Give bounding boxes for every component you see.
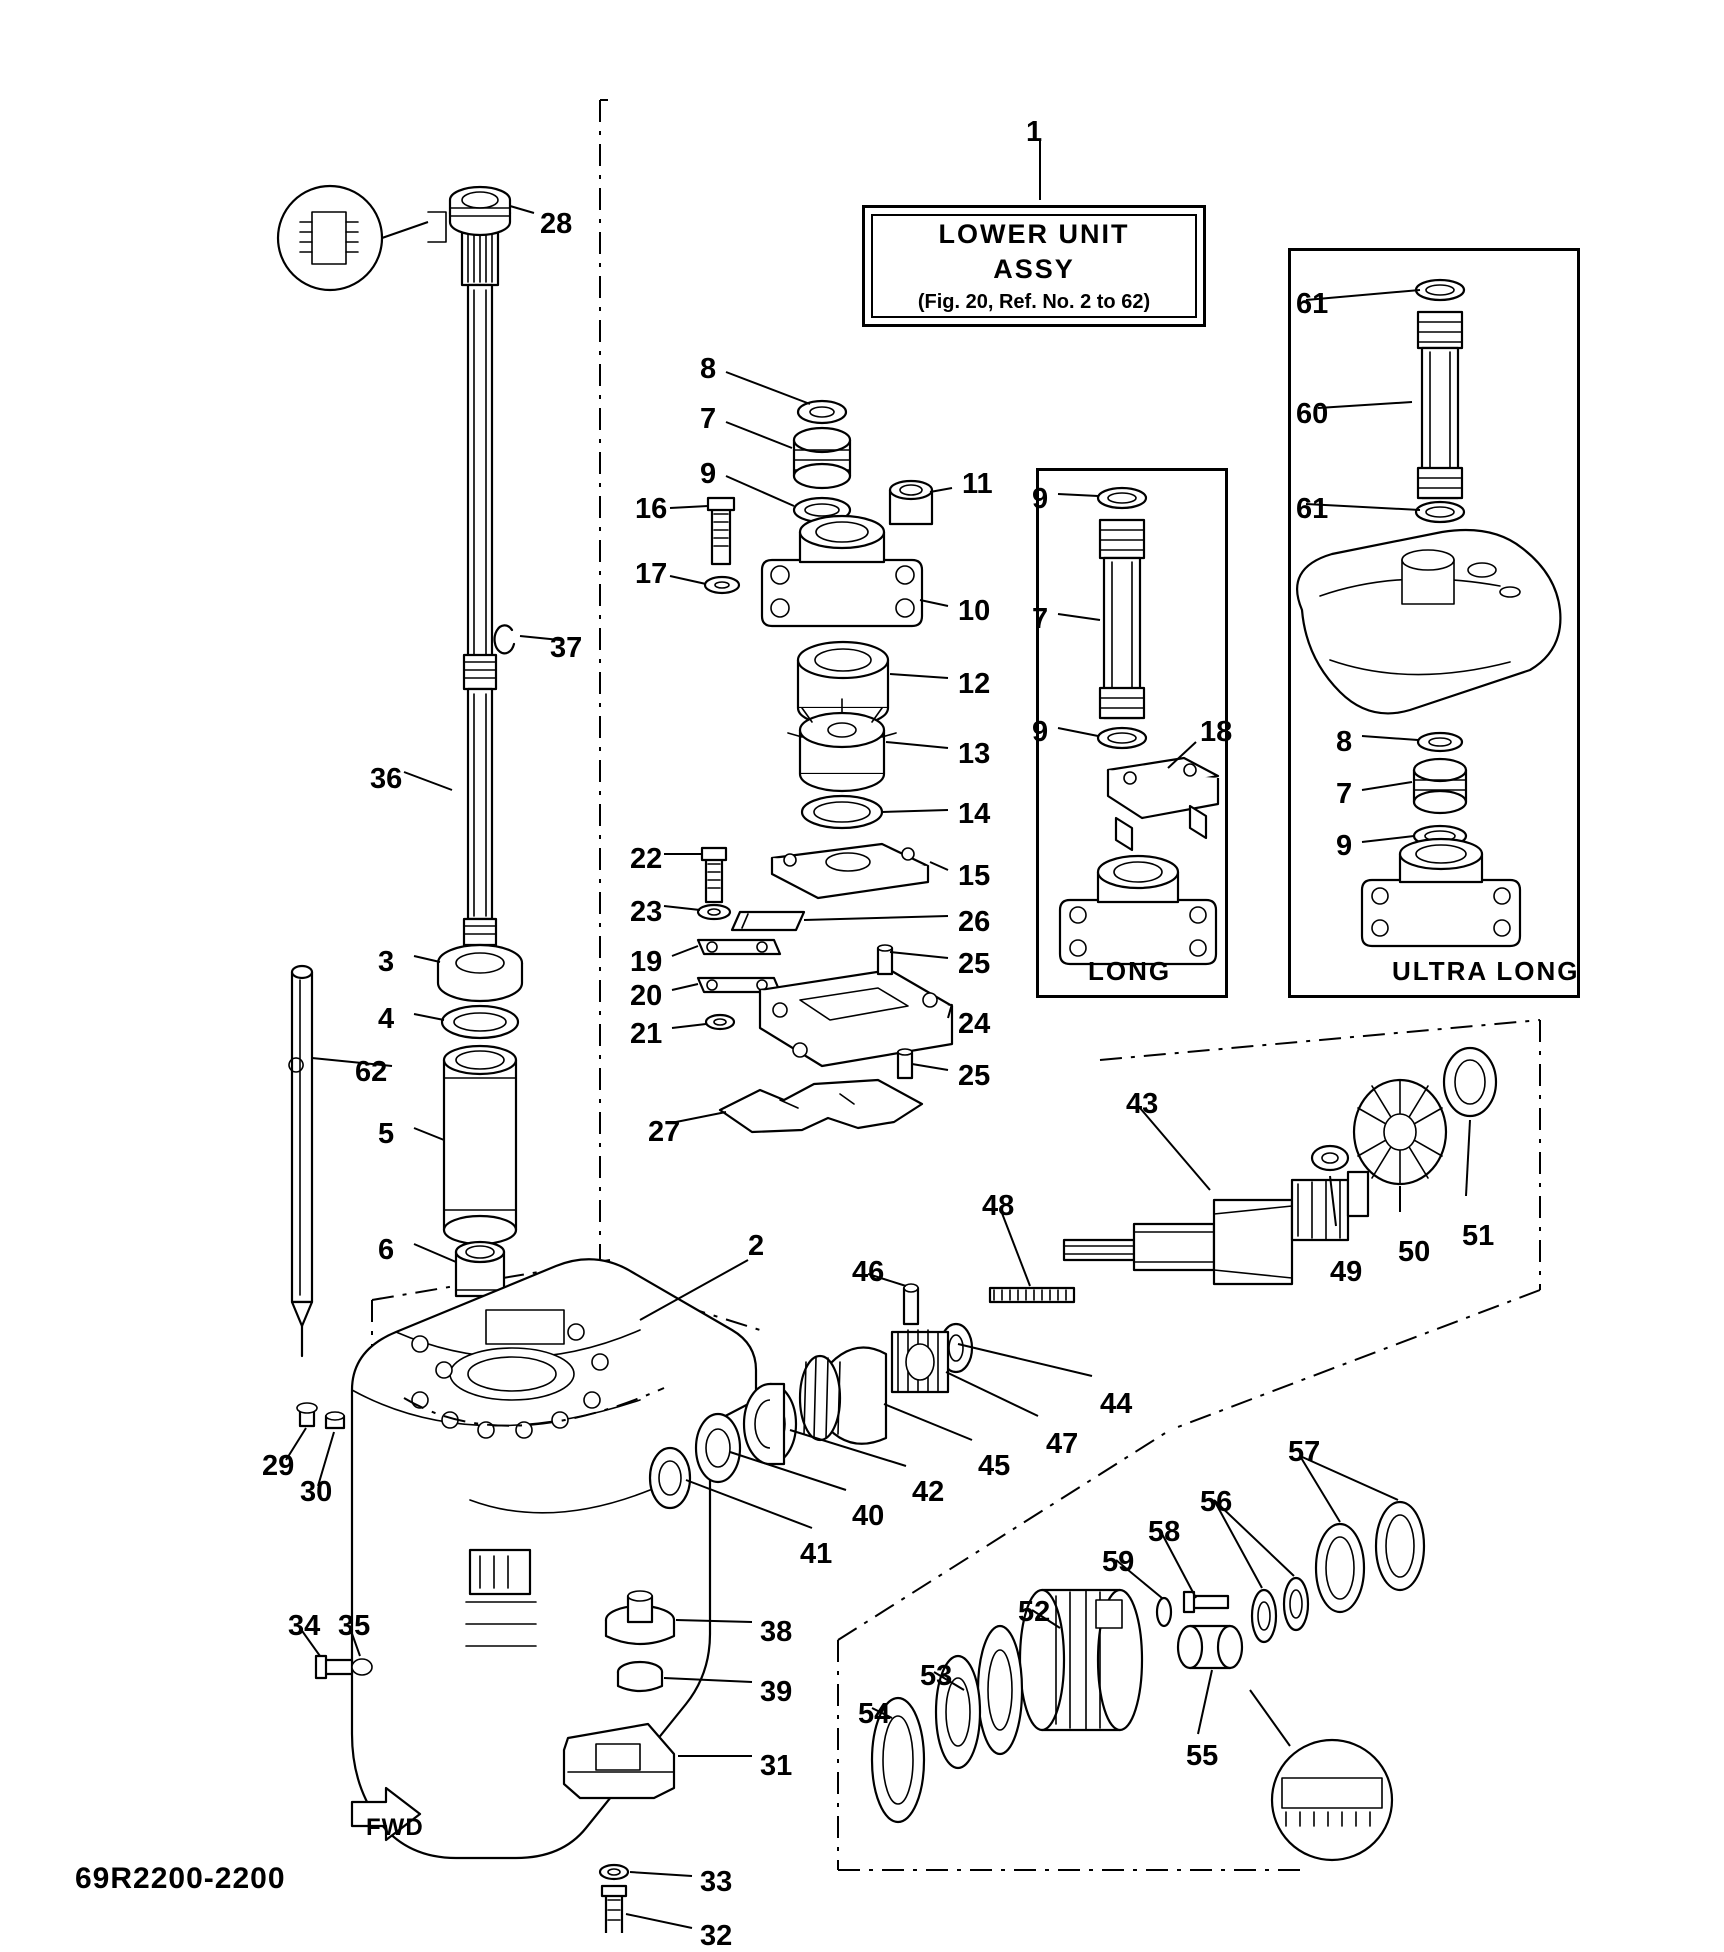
callout-number-35: 35 [338,1610,371,1642]
callout-number-56: 56 [1200,1486,1233,1518]
callout-number-62: 62 [355,1056,388,1088]
long-variant-caption: LONG [1088,956,1172,986]
callout-number-26: 26 [958,906,991,938]
callout-number-15: 15 [958,860,991,892]
callout-number-45: 45 [978,1450,1011,1482]
callout-number-38: 38 [760,1616,793,1648]
title-line-2: ASSY [993,253,1075,284]
callout-number-40: 40 [852,1500,885,1532]
callout-number-34: 34 [288,1610,321,1642]
callout-number-21: 21 [630,1018,663,1050]
callout-number-55: 55 [1186,1740,1219,1772]
callout-number-54: 54 [858,1698,891,1730]
callout-number-49: 49 [1330,1256,1363,1288]
callout-number-44: 44 [1100,1388,1133,1420]
callout-number-4: 4 [378,1003,395,1035]
callout-number-14: 14 [958,798,991,830]
callout-number-23: 23 [630,896,663,928]
callout-number-52: 52 [1018,1596,1051,1628]
water-pump-group [698,401,952,1132]
callout-number-12: 12 [958,668,991,700]
ultra-long-variant-panel [1288,248,1580,998]
callout-number-47: 47 [1046,1428,1079,1460]
callout-number-9: 9 [700,458,717,490]
callout-number-10: 10 [958,595,991,627]
title-line-1: LOWER UNIT [938,218,1130,249]
callout-number-42: 42 [912,1476,945,1508]
callout-number-43: 43 [1126,1088,1159,1120]
callout-number-9: 9 [1336,830,1353,862]
callout-number-9: 9 [1032,483,1049,515]
callout-number-19: 19 [630,946,663,978]
callout-number-51: 51 [1462,1220,1495,1252]
callout-number-29: 29 [262,1450,295,1482]
callout-number-46: 46 [852,1256,885,1288]
callout-number-7: 7 [700,403,717,435]
bearing-housing-group [872,1502,1424,1860]
callout-number-1: 1 [1026,116,1043,148]
callout-number-33: 33 [700,1866,733,1898]
callout-number-20: 20 [630,980,663,1012]
callout-number-59: 59 [1102,1546,1135,1578]
callout-number-53: 53 [920,1660,953,1692]
title-line-3: (Fig. 20, Ref. No. 2 to 62) [917,290,1151,313]
callout-number-7: 7 [1336,778,1353,810]
callout-number-5: 5 [378,1118,395,1150]
callout-number-2: 2 [748,1230,765,1262]
callout-number-8: 8 [1336,726,1353,758]
callout-number-61: 61 [1296,493,1329,525]
callout-number-61: 61 [1296,288,1329,320]
callout-number-28: 28 [540,208,573,240]
callout-number-37: 37 [550,632,583,664]
callout-number-25: 25 [958,1060,991,1092]
callout-number-32: 32 [700,1920,733,1952]
callout-number-18: 18 [1200,716,1233,748]
callout-number-58: 58 [1148,1516,1181,1548]
callout-number-60: 60 [1296,398,1329,430]
ultra-long-variant-caption: ULTRA LONG [1392,956,1580,986]
callout-number-41: 41 [800,1538,833,1570]
callout-number-57: 57 [1288,1436,1321,1468]
callout-number-8: 8 [700,353,717,385]
callout-number-39: 39 [760,1676,793,1708]
callout-number-27: 27 [648,1116,681,1148]
callout-number-13: 13 [958,738,991,770]
callout-number-22: 22 [630,843,663,875]
callout-number-36: 36 [370,763,403,795]
callout-number-11: 11 [962,468,993,500]
callout-number-6: 6 [378,1234,395,1266]
callout-number-30: 30 [300,1476,333,1508]
callout-number-17: 17 [635,558,668,590]
callout-number-24: 24 [958,1008,991,1040]
fwd-direction-label: FWD [366,1814,424,1841]
callout-number-7: 7 [1032,603,1049,635]
callout-number-50: 50 [1398,1236,1431,1268]
callout-number-3: 3 [378,946,395,978]
diagram-part-code: 69R2200-2200 [75,1862,286,1895]
callout-number-9: 9 [1032,716,1049,748]
callout-number-48: 48 [982,1190,1015,1222]
callout-number-31: 31 [760,1750,793,1782]
callout-number-25: 25 [958,948,991,980]
callout-number-16: 16 [635,493,668,525]
lower-unit-assy-title-box [862,205,1206,327]
